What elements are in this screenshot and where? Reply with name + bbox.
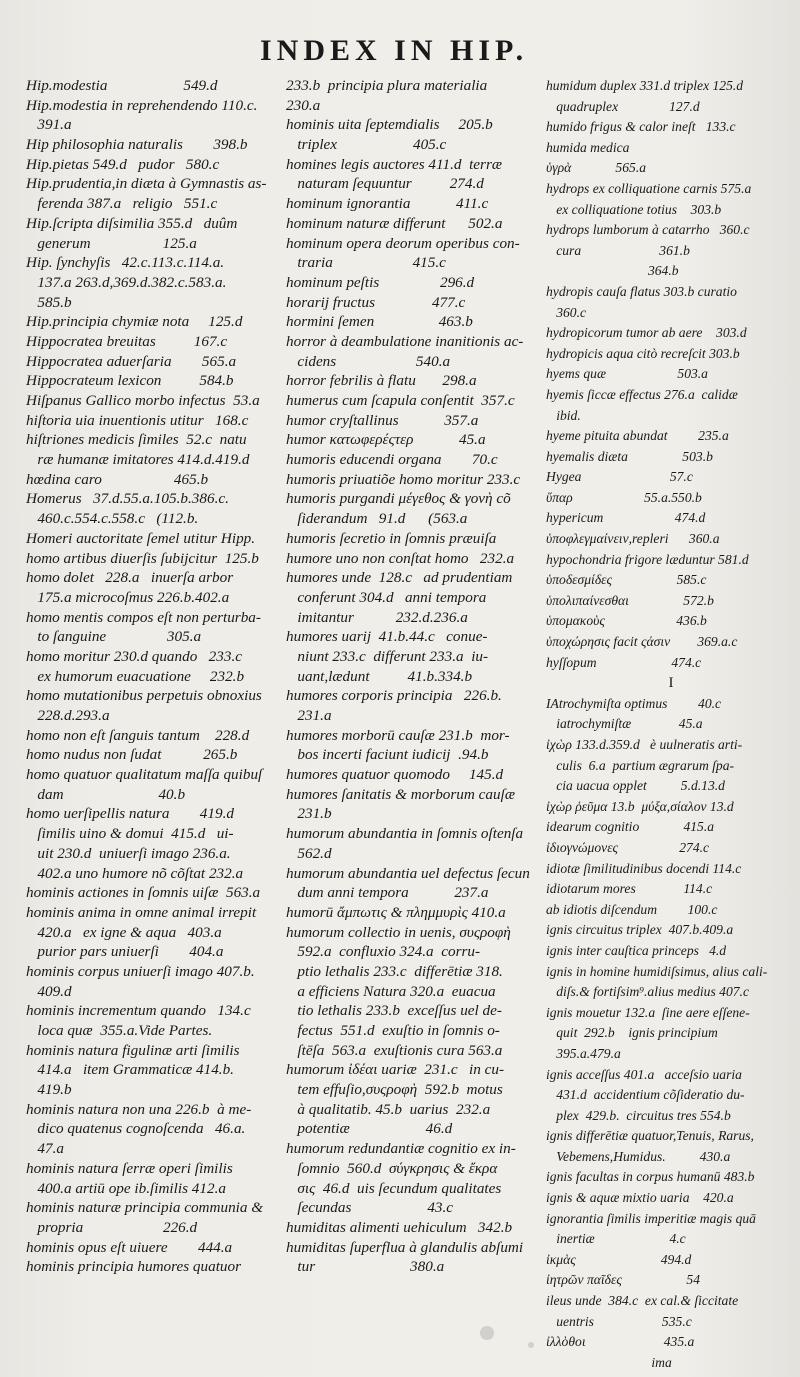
index-entry: horror à deambulatione inanitionis ac- bbox=[286, 332, 524, 350]
index-entry: Hip.prudentia,in diæta à Gymnastis as- bbox=[26, 175, 267, 193]
index-column-right bbox=[546, 76, 796, 1373]
index-entry: inertiæ 4.c bbox=[546, 1231, 686, 1247]
index-entry: hominis incrementum quando 134.c bbox=[26, 1002, 251, 1020]
index-entry: humorū ἄμπωτις & πλημμυρὶς 410.a bbox=[286, 903, 506, 921]
index-entry: humido frigus & calor ineſt 133.c bbox=[546, 119, 736, 135]
index-entry: triplex 405.c bbox=[286, 136, 447, 154]
index-entry: ſimilis uino & domui 415.d ui- bbox=[26, 825, 234, 843]
index-entry: Hip.modestia 549.d bbox=[26, 77, 218, 94]
index-entry: humorum abundantia in ſomnis oſtenſa bbox=[286, 825, 524, 843]
index-entry: tem effuſio,συςροφὴ 592.b motus bbox=[286, 1081, 503, 1099]
index-entry: humor cryſtallinus 357.a bbox=[286, 411, 479, 429]
index-entry: hypericum 474.d bbox=[546, 510, 706, 526]
index-entry: homo artibus diuerſis ſubijcitur 125.b bbox=[26, 549, 259, 567]
index-entry: hydrops lumborum à catarrho 360.c bbox=[546, 222, 750, 238]
index-entry: humores uarij 41.b.44.c conue- bbox=[286, 628, 488, 646]
index-entry: idearum cognitio 415.a bbox=[546, 819, 715, 835]
index-entry: hominis actiones in ſomnis uiſæ 563.a bbox=[26, 884, 261, 902]
ink-blot bbox=[528, 1342, 534, 1348]
index-entry: Hip.ſcripta diſsimilia 355.d duûm bbox=[26, 214, 238, 232]
index-entry: ſomnio 560.d σύγκρησις & ἔκρα bbox=[286, 1159, 498, 1177]
index-entry: 137.a 263.d,369.d.382.c.583.a. bbox=[26, 273, 227, 291]
index-entry: hominum opera deorum operibus con- bbox=[286, 234, 520, 252]
index-entry: hominis uita ſeptemdialis 205.b bbox=[286, 116, 493, 134]
index-entry: hominum naturæ differunt 502.a bbox=[286, 214, 503, 232]
index-entry: hydropicorum tumor ab aere 303.d bbox=[546, 325, 747, 341]
index-entry: hyemalis diæta 503.b bbox=[546, 448, 713, 464]
index-entry: Hip.modestia in reprehendendo 110.c. bbox=[26, 96, 258, 114]
index-entry: uit 230.d uniuerſi imago 236.a. bbox=[26, 844, 231, 862]
index-entry: propria 226.d bbox=[26, 1218, 198, 1236]
index-entry: Hiſpanus Gallico morbo infectus 53.a bbox=[26, 392, 260, 409]
index-entry: 414.a item Grammaticæ 414.b. bbox=[26, 1061, 234, 1079]
index-entry: humore uno non conſtat homo 232.a bbox=[286, 549, 515, 567]
index-entry: IAtrochymiſta optimus 40.c bbox=[546, 695, 722, 711]
index-entry: Vebemens,Humidus. 430.a bbox=[546, 1148, 731, 1164]
index-entry: humores morborū cauſæ 231.b mor- bbox=[286, 726, 510, 744]
index-entry: Homeri auctoritate ſemel utitur Hipp. bbox=[26, 529, 256, 547]
index-entry: ὑγρὰ 565.a bbox=[546, 160, 647, 176]
index-entry: humiditas ſuperflua à glandulis abſumi bbox=[286, 1238, 524, 1256]
index-entry: Hygea 57.c bbox=[546, 469, 693, 485]
index-entry: culis 6.a partium ægrarum ſpa- bbox=[546, 757, 735, 773]
index-entry: 585.b bbox=[26, 293, 72, 311]
ink-blot bbox=[480, 1326, 494, 1340]
index-entry: ima bbox=[546, 1354, 672, 1370]
index-entry: hominis naturæ principia communia & bbox=[26, 1199, 264, 1217]
index-entry: naturam ſequuntur 274.d bbox=[286, 175, 484, 193]
index-entry: ignis inter cauſtica princeps 4.d bbox=[546, 942, 727, 958]
index-entry: homines legis auctores 411.d terræ bbox=[286, 155, 502, 173]
index-entry: tur 380.a bbox=[286, 1258, 445, 1276]
index-entry: humida medica bbox=[546, 139, 630, 155]
index-entry: iatrochymiſtæ 45.a bbox=[546, 716, 703, 732]
index-entry: humiditas alimenti uehiculum 342.b bbox=[286, 1218, 513, 1236]
index-entry: humores unde 128.c ad prudentiam bbox=[286, 569, 513, 587]
index-entry: quit 292.b ignis principium bbox=[546, 1025, 718, 1041]
index-entry: à qualitatib. 45.b uarius 232.a bbox=[286, 1100, 491, 1118]
index-entry: ſecundas 43.c bbox=[286, 1199, 454, 1217]
index-entry: humoris priuatiõe homo moritur 233.c bbox=[286, 470, 521, 488]
index-entry: ἰκμὰς 494.d bbox=[546, 1251, 692, 1267]
index-entry: hypochondria frigore læduntur 581.d bbox=[546, 551, 749, 567]
index-entry: bos incerti faciunt iudicij .94.b bbox=[286, 746, 489, 764]
index-entry: hyſſopum 474.c bbox=[546, 654, 702, 670]
index-column-middle bbox=[286, 76, 538, 1277]
index-entry: 409.d bbox=[26, 982, 72, 1000]
index-entry: horarij fructus 477.c bbox=[286, 293, 466, 311]
index-entry: hominis natura ſerræ operi ſimilis bbox=[26, 1159, 233, 1177]
index-entry: ignis mouetur 132.a ſine aere eſſene- bbox=[546, 1004, 750, 1020]
index-entry: ignis & aquæ mixtio uaria 420.a bbox=[546, 1190, 734, 1206]
index-entry: ignis in homine humidiſsimus, alius cali- bbox=[546, 963, 768, 979]
index-entry: hœdina caro 465.b bbox=[26, 470, 209, 488]
index-entry: 47.a bbox=[26, 1140, 64, 1158]
index-entry: hyeme pituita abundat 235.a bbox=[546, 428, 729, 444]
index-entry: Homerus 37.d.55.a.105.b.386.c. bbox=[26, 490, 229, 508]
index-entry: 592.a confluxio 324.a corru- bbox=[286, 943, 481, 961]
index-entry: niunt 233.c differunt 233.a iu- bbox=[286, 647, 489, 665]
index-entry: ὑπομακοὺς 436.b bbox=[546, 613, 707, 629]
index-entry: horror febrilis à flatu 298.a bbox=[286, 372, 477, 390]
index-entry: ſiderandum 91.d (563.a bbox=[286, 510, 468, 528]
index-entry: homo dolet 228.a inuerſa arbor bbox=[26, 569, 234, 587]
index-entry: ferenda 387.a religio 551.c bbox=[26, 195, 218, 213]
index-entry: plex 429.b. circuitus tres 554.b bbox=[546, 1107, 731, 1123]
index-entry: σις 46.d uis ſecundum qualitates bbox=[286, 1179, 502, 1197]
index-entry: hominis natura figulinæ arti ſimilis bbox=[26, 1041, 240, 1059]
index-entry: ptio lethalis 233.c differētiæ 318. bbox=[286, 962, 503, 980]
index-entry: uant,lædunt 41.b.334.b bbox=[286, 667, 473, 685]
index-entry: hormini ſemen 463.b bbox=[286, 313, 473, 331]
index-entry: ibid. bbox=[546, 407, 581, 423]
index-entry: ὕπαρ 55.a.550.b bbox=[546, 489, 702, 505]
index-entry: hydrops ex colliquatione carnis 575.a bbox=[546, 180, 752, 196]
index-entry: ἰλλὸθοι 435.a bbox=[546, 1334, 695, 1350]
index-entry: Hippocratea aduerſaria 565.a bbox=[26, 352, 237, 370]
index-entry: humores corporis principia 226.b. bbox=[286, 687, 502, 705]
index-entry: 360.c bbox=[546, 304, 587, 320]
index-entry: ὑποδεσμίδες 585.c bbox=[546, 572, 707, 588]
index-entry: Hip.principia chymiæ nota 125.d bbox=[26, 313, 243, 331]
index-entry: ignis acceſſus 401.a acceſsio uaria bbox=[546, 1066, 742, 1082]
index-entry: Hippocratea breuitas 167.c bbox=[26, 332, 228, 350]
index-entry: ab idiotis diſcendum 100.c bbox=[546, 901, 718, 917]
index-entry: fectus 551.d exuſtio in ſomnis o- bbox=[286, 1022, 500, 1039]
index-entry: 460.c.554.c.558.c (112.b. bbox=[26, 510, 199, 528]
index-entry: dico quatenus cognoſcenda 46.a. bbox=[26, 1120, 246, 1138]
index-entry: to ſanguine 305.a bbox=[26, 628, 202, 646]
index-entry: a efficiens Natura 320.a euacua bbox=[286, 982, 496, 1000]
index-entry: humidum duplex 331.d triplex 125.d bbox=[546, 78, 744, 93]
index-column-left bbox=[26, 76, 276, 1277]
index-entry: humerus cum ſcapula conſentit 357.c bbox=[286, 392, 515, 409]
index-entry: hominis anima in omne animal irrepit bbox=[26, 903, 257, 921]
index-entry: humoris ſecretio in ſomnis præuiſa bbox=[286, 529, 497, 547]
index-entry: 402.a uno humore nõ cõſtat 232.a bbox=[26, 864, 244, 882]
index-entry: 431.d accidentium cõſideratio du- bbox=[546, 1087, 745, 1103]
index-entry: homo uerſipellis natura 419.d bbox=[26, 805, 234, 823]
index-entry: homo moritur 230.d quando 233.c bbox=[26, 647, 242, 665]
index-entry: ignis differētiæ quatuor,Tenuis, Rarus, bbox=[546, 1128, 754, 1144]
letter-heading: I bbox=[668, 675, 674, 692]
index-entry: humor κατωφερέςτερ 45.a bbox=[286, 431, 486, 449]
index-entry: hyemis ſiccæ effectus 276.a calidæ bbox=[546, 386, 738, 402]
index-entry: ileus unde 384.c ex cal.& ſiccitate bbox=[546, 1293, 739, 1309]
index-entry: homo mentis compos eſt non perturba- bbox=[26, 608, 261, 626]
index-entry: ὑποφλεγμαίνειν,repleri 360.a bbox=[546, 531, 720, 547]
index-entry: humores ſanitatis & morborum cauſæ bbox=[286, 785, 515, 803]
index-entry: homo nudus non ſudat 265.b bbox=[26, 746, 238, 764]
index-entry: 562.d bbox=[286, 844, 332, 862]
index-entry: generum 125.a bbox=[26, 234, 197, 252]
index-entry: ignorantia ſimilis imperitiæ magis quā bbox=[546, 1210, 756, 1226]
index-entry: hyems quæ 503.a bbox=[546, 366, 708, 382]
index-entry: ſtēſa 563.a exuſtionis cura 563.a bbox=[286, 1041, 503, 1059]
index-entry: idiotæ ſimilitudinibus docendi 114.c bbox=[546, 860, 742, 876]
index-entry: 228.d.293.a bbox=[26, 707, 110, 724]
running-header: INDEX IN HIP. bbox=[260, 34, 529, 67]
index-entry: ignis facultas in corpus humanū 483.b bbox=[546, 1169, 755, 1185]
index-entry: ex humorum euacuatione 232.b bbox=[26, 667, 245, 685]
index-entry: ὑπολιπαίνεσθαι 572.b bbox=[546, 592, 714, 608]
index-entry: hominis corpus uniuerſi imago 407.b. bbox=[26, 962, 255, 980]
index-entry: cidens 540.a bbox=[286, 352, 451, 370]
index-entry: homo mutationibus perpetuis obnoxius bbox=[26, 687, 262, 705]
index-entry: humoris educendi organa 70.c bbox=[286, 451, 498, 469]
index-entry: homo quatuor qualitatum maſſa quibuſ bbox=[26, 766, 263, 784]
index-entry: humores quatuor quomodo 145.d bbox=[286, 766, 504, 784]
index-entry: humorum ἰδέαι uariæ 231.c in cu- bbox=[286, 1061, 505, 1079]
index-entry: 364.b bbox=[546, 263, 679, 279]
index-entry: 231.a bbox=[286, 707, 332, 724]
index-entry: Hippocrateum lexicon 584.b bbox=[26, 372, 234, 390]
index-entry: idiotarum mores 114.c bbox=[546, 881, 713, 897]
index-entry: ἰδιογνώμονες 274.c bbox=[546, 839, 710, 855]
index-entry: dum anni tempora 237.a bbox=[286, 884, 489, 902]
index-entry: Hip. ſynchyſis 42.c.113.c.114.a. bbox=[26, 254, 225, 272]
index-entry: 420.a ex igne & aqua 403.a bbox=[26, 923, 222, 941]
index-entry: Hip philosophia naturalis 398.b bbox=[26, 136, 248, 154]
index-entry: 230.a bbox=[286, 96, 321, 114]
index-entry: cura 361.b bbox=[546, 242, 690, 258]
index-entry: 395.a.479.a bbox=[546, 1045, 621, 1061]
index-entry: diſs.& fortiſsim⁹.alius medius 407.c bbox=[546, 984, 749, 1000]
index-entry: purior pars uniuerſi 404.a bbox=[26, 943, 224, 961]
index-entry: ἰητρῶν παῖδες 54 bbox=[546, 1272, 701, 1288]
index-entry: loca quæ 355.a.Vide Partes. bbox=[26, 1022, 213, 1039]
index-entry: ὑποχώρησις facit ςάσιν 369.a.c bbox=[546, 634, 738, 650]
index-entry: 419.b bbox=[26, 1081, 72, 1099]
index-entry: hominis opus eſt uiuere 444.a bbox=[26, 1238, 233, 1256]
index-entry: tio lethalis 233.b exceſſus uel de- bbox=[286, 1002, 502, 1020]
index-entry: hydropis cauſa flatus 303.b curatio bbox=[546, 283, 737, 299]
index-entry: potentiæ 46.d bbox=[286, 1120, 453, 1138]
index-entry: imitantur 232.d.236.a bbox=[286, 608, 468, 626]
index-entry: ἰχὼρ 133.d.359.d è uulneratis arti- bbox=[546, 737, 743, 752]
index-entry: uentris 535.c bbox=[546, 1313, 692, 1329]
index-entry: ræ humanæ imitatores 414.d.419.d bbox=[26, 451, 250, 469]
index-entry: hominis natura non una 226.b à me- bbox=[26, 1100, 252, 1118]
index-entry: humoris purgandi μέγεθος & γονὴ cõ bbox=[286, 490, 511, 508]
index-entry: hiſtoria uia inuentionis utitur 168.c bbox=[26, 411, 249, 429]
index-entry: 231.b bbox=[286, 805, 332, 823]
index-entry: ἰχὼρ ῥεῦμα 13.b μύξα,σίαλον 13.d bbox=[546, 798, 734, 814]
index-entry: hominum ignorantia 411.c bbox=[286, 195, 489, 213]
index-entry: 391.a bbox=[26, 116, 72, 134]
index-entry: conferunt 304.d anni tempora bbox=[286, 588, 487, 606]
index-entry: dam 40.b bbox=[26, 785, 186, 803]
index-entry: humorum redundantiæ cognitio ex in- bbox=[286, 1140, 516, 1158]
index-entry: hiſtriones medicis ſimiles 52.c natu bbox=[26, 431, 247, 449]
index-entry: ignis circuitus triplex 407.b.409.a bbox=[546, 922, 734, 938]
index-entry: 175.a microcoſmus 226.b.402.a bbox=[26, 588, 230, 606]
index-entry: hydropicis aqua citò recreſcit 303.b bbox=[546, 345, 740, 361]
index-entry: hominis principia humores quatuor bbox=[26, 1258, 242, 1276]
index-entry: 233.b principia plura materialia bbox=[286, 77, 488, 94]
index-entry: homo non eſt ſanguis tantum 228.d bbox=[26, 726, 250, 744]
index-entry: humorum abundantia uel defectus ſecun bbox=[286, 864, 530, 882]
index-entry: humorum collectio in uenis, συςροφὴ bbox=[286, 923, 511, 941]
index-entry: cia uacua opplet 5.d.13.d bbox=[546, 778, 725, 794]
index-entry: hominum peſtis 296.d bbox=[286, 273, 475, 291]
index-entry: quadruplex 127.d bbox=[546, 98, 700, 114]
index-entry: traria 415.c bbox=[286, 254, 446, 272]
index-entry: Hip.pietas 549.d pudor 580.c bbox=[26, 155, 220, 173]
index-entry: ex colliquatione totius 303.b bbox=[546, 201, 722, 217]
index-entry: 400.a artiū ope ib.ſimilis 412.a bbox=[26, 1179, 226, 1197]
